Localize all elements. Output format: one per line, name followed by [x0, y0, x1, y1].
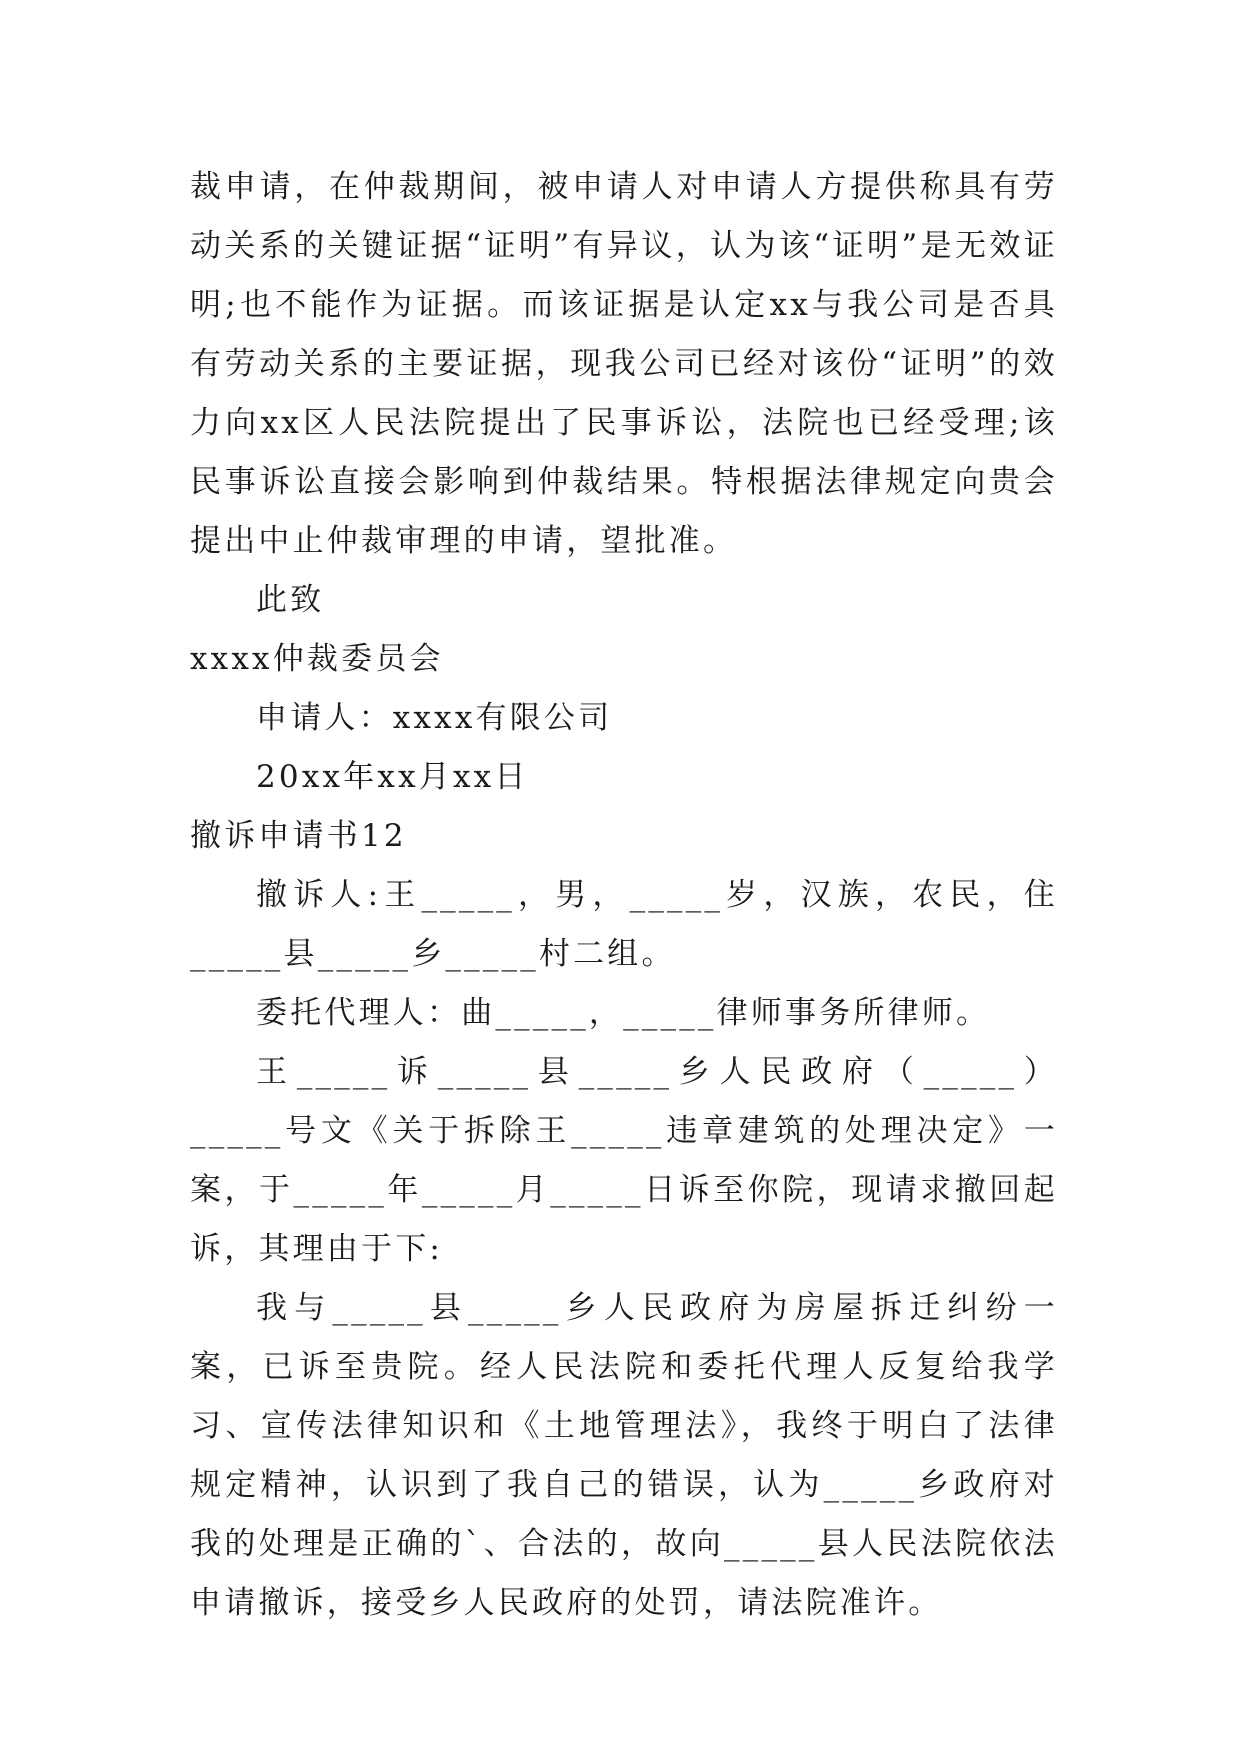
document-body: [190, 158, 1058, 1633]
applicant-signature: 申请人：xxxx有限公司: [256, 700, 613, 736]
paragraph-agent-info: 委托代理人：曲_____，_____律师事务所律师。: [256, 995, 991, 1031]
date-line: 20xx年xx月xx日: [256, 759, 529, 795]
paragraph-case-description: 王_____诉_____县_____乡人民政府（_____）_____号文《关于拆除王_____违章建筑的处理决定》一案，于_____年_____月_____日诉至你院，现请求撤回起诉，其理由于下:: [190, 1054, 1058, 1267]
paragraph-withdrawal-reason: 我与_____县_____乡人民政府为房屋拆迁纠纷一案，已诉至贵院。经人民法院和委托代理人反复给我学习、宣传法律知识和《土地管理法》，我终于明白了法律规定精神，认识到了我自己的错误，认为_____乡政府对我的处理是正确的`、合法的，故向_____县人民法院依法申请撤诉，接受乡人民政府的处罚，请法院准许。: [190, 1290, 1058, 1621]
section-title: 撤诉申请书12: [190, 818, 407, 854]
paragraph-arbitration-suspension-request: 裁申请，在仲裁期间，被申请人对申请人方提供称具有劳动关系的关键证据“证明”有异议，认为该“证明”是无效证明;也不能作为证据。而该证据是认定xx与我公司是否具有劳动关系的主要证据，现我公司已经对该份“证明”的效力向xx区人民法院提出了民事诉讼，法院也已经受理;该民事诉讼直接会影响到仲裁结果。特根据法律规定向贵会提出中止仲裁审理的申请，望批准。: [190, 169, 1058, 559]
paragraph-withdrawer-info: 撤诉人:王_____，男，_____岁，汉族，农民，住_____县_____乡_____村二组。: [190, 877, 1058, 972]
salutation: 此致: [256, 582, 325, 618]
recipient: xxxx仲裁委员会: [190, 641, 444, 677]
